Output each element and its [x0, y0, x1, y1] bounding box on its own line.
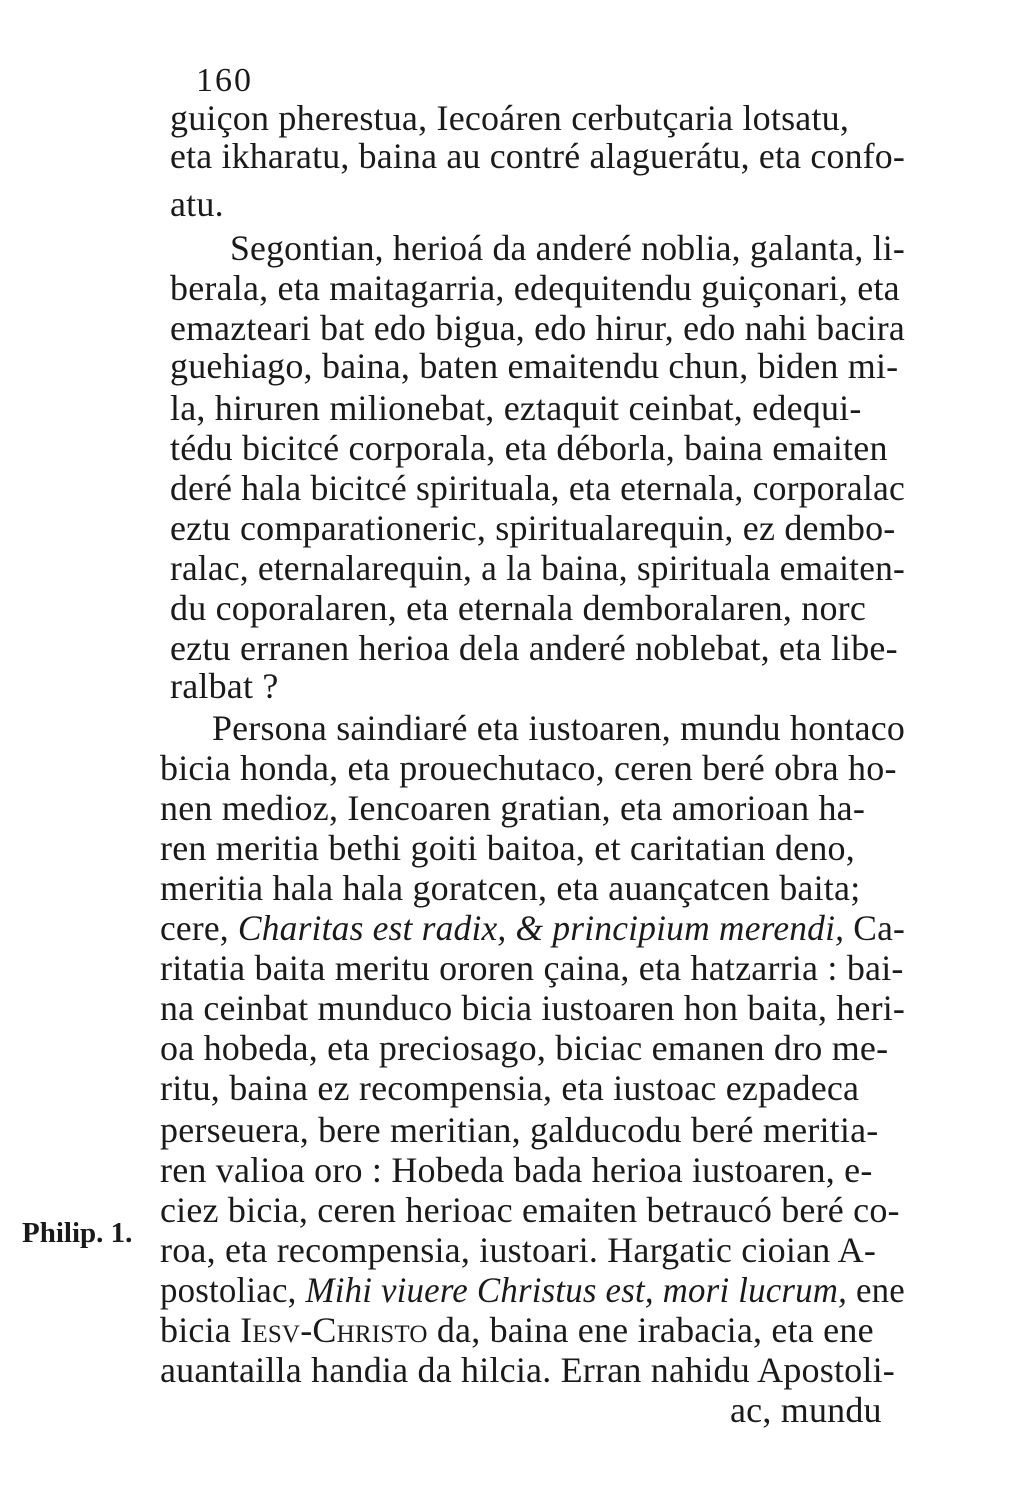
line-text: ren meritia bethi goiti baitoa, et caritatian deno, [160, 828, 855, 868]
text-line [170, 468, 905, 508]
line-text: roa, eta recompensia, iustoari. Hargatic cioian A- [160, 1230, 877, 1270]
text-line [170, 548, 905, 588]
text-line [170, 666, 279, 706]
line-text: deré hala bicitcé spirituala, eta eternala, corporalac [170, 468, 906, 508]
text-line [160, 1028, 888, 1068]
text-line [160, 1310, 874, 1350]
text-line [160, 908, 905, 948]
text-line [160, 868, 860, 908]
line-text: ralac, eternalarequin, a la baina, spirituala emaiten- [170, 548, 906, 588]
line-text: ac, mundu [730, 1390, 882, 1430]
line-text: berala, eta maitagarria, edequitendu guiçonari, eta [170, 268, 900, 308]
text-line [160, 748, 897, 788]
line-text: ene [847, 1270, 905, 1310]
line-text: perseuera, bere meritian, galducodu beré meritia- [160, 1110, 879, 1150]
line-text: eztu erranen herioa dela anderé noblebat, eta libe- [170, 628, 898, 668]
line-text: Segontian, herioá da anderé noblia, galanta, li- [230, 228, 905, 268]
text-line [160, 828, 855, 868]
latin-quote: Mihi viuere Christus est, mori lucrum, [305, 1270, 848, 1310]
text-line [160, 1110, 878, 1150]
text-line [160, 988, 905, 1028]
line-text: meritia hala hala goratcen, eta auançatcen baita; [160, 868, 861, 908]
text-line [170, 98, 849, 138]
text-line [230, 228, 905, 268]
line-text: bicia honda, eta prouechutaco, ceren beré obra ho- [160, 748, 897, 788]
line-text: guehiago, baina, baten emaitendu chun, biden mi- [170, 346, 899, 386]
line-text: ralbat ? [170, 666, 279, 706]
text-line [730, 1390, 882, 1430]
text-line [170, 346, 898, 386]
text-line [212, 708, 905, 748]
text-line [160, 1068, 859, 1108]
text-line [170, 184, 224, 224]
line-text: guiçon pherestua, Iecoáren cerbutçaria lotsatu, [170, 98, 850, 138]
text-line [160, 1190, 900, 1230]
line-text: bicia [160, 1310, 241, 1350]
page-number: 160 [196, 62, 253, 99]
text-line [170, 136, 905, 176]
line-text: atu. [170, 184, 224, 224]
line-text: postoliac, [160, 1270, 306, 1310]
text-line [170, 308, 905, 348]
line-text: cere, [160, 908, 238, 948]
text-line [160, 1350, 895, 1390]
text-line [160, 1150, 873, 1190]
line-text: oa hobeda, eta preciosago, biciac emanen dro me- [160, 1028, 889, 1068]
text-line [170, 428, 888, 468]
line-text: la, hiruren milionebat, eztaquit ceinbat, edequi- [170, 388, 862, 428]
text-line [170, 588, 866, 628]
line-text: emazteari bat edo bigua, edo hirur, edo nahi bacira [170, 308, 905, 348]
text-line [170, 628, 898, 668]
line-text: na ceinbat munduco bicia iustoaren hon baita, heri- [160, 988, 906, 1028]
line-text: ciez bicia, ceren herioac emaiten betraucó beré co- [160, 1190, 900, 1230]
line-text: tédu bicitcé corporala, eta déborla, baina emaiten [170, 428, 888, 468]
line-text: da, baina ene irabacia, eta ene [427, 1310, 874, 1350]
text-line [170, 508, 896, 548]
line-text: Ca- [844, 908, 906, 948]
line-text: du coporalaren, eta eternala demboralaren, norc [170, 588, 867, 628]
line-text: ren valioa oro : Hobeda bada herioa iustoaren, e- [160, 1150, 873, 1190]
line-text: ritu, baina ez recompensia, eta iustoac ezpadeca [160, 1068, 860, 1108]
text-line [170, 268, 900, 308]
text-line [160, 948, 904, 988]
line-text: Persona saindiaré eta iustoaren, mundu hontaco [212, 708, 905, 748]
line-text: ritatia baita meritu ororen çaina, eta hatzarria : bai- [160, 948, 904, 988]
name-small-caps: Iesv-Christo [240, 1310, 428, 1350]
margin-note-reference: Philip. 1. [22, 1217, 133, 1249]
latin-quote: Charitas est radix, & principium merendi, [237, 908, 845, 948]
text-line [170, 388, 862, 428]
line-text: eta ikharatu, baina au contré alaguerátu, eta confo- [170, 136, 906, 176]
text-line [160, 788, 865, 828]
line-text: nen medioz, Iencoaren gratian, eta amorioan ha- [160, 788, 866, 828]
line-text: auantailla handia da hilcia. Erran nahidu Apostoli- [160, 1350, 895, 1390]
text-line [160, 1270, 905, 1310]
line-text: eztu comparationeric, spiritualarequin, ez dembo- [170, 508, 896, 548]
text-line [160, 1230, 876, 1270]
